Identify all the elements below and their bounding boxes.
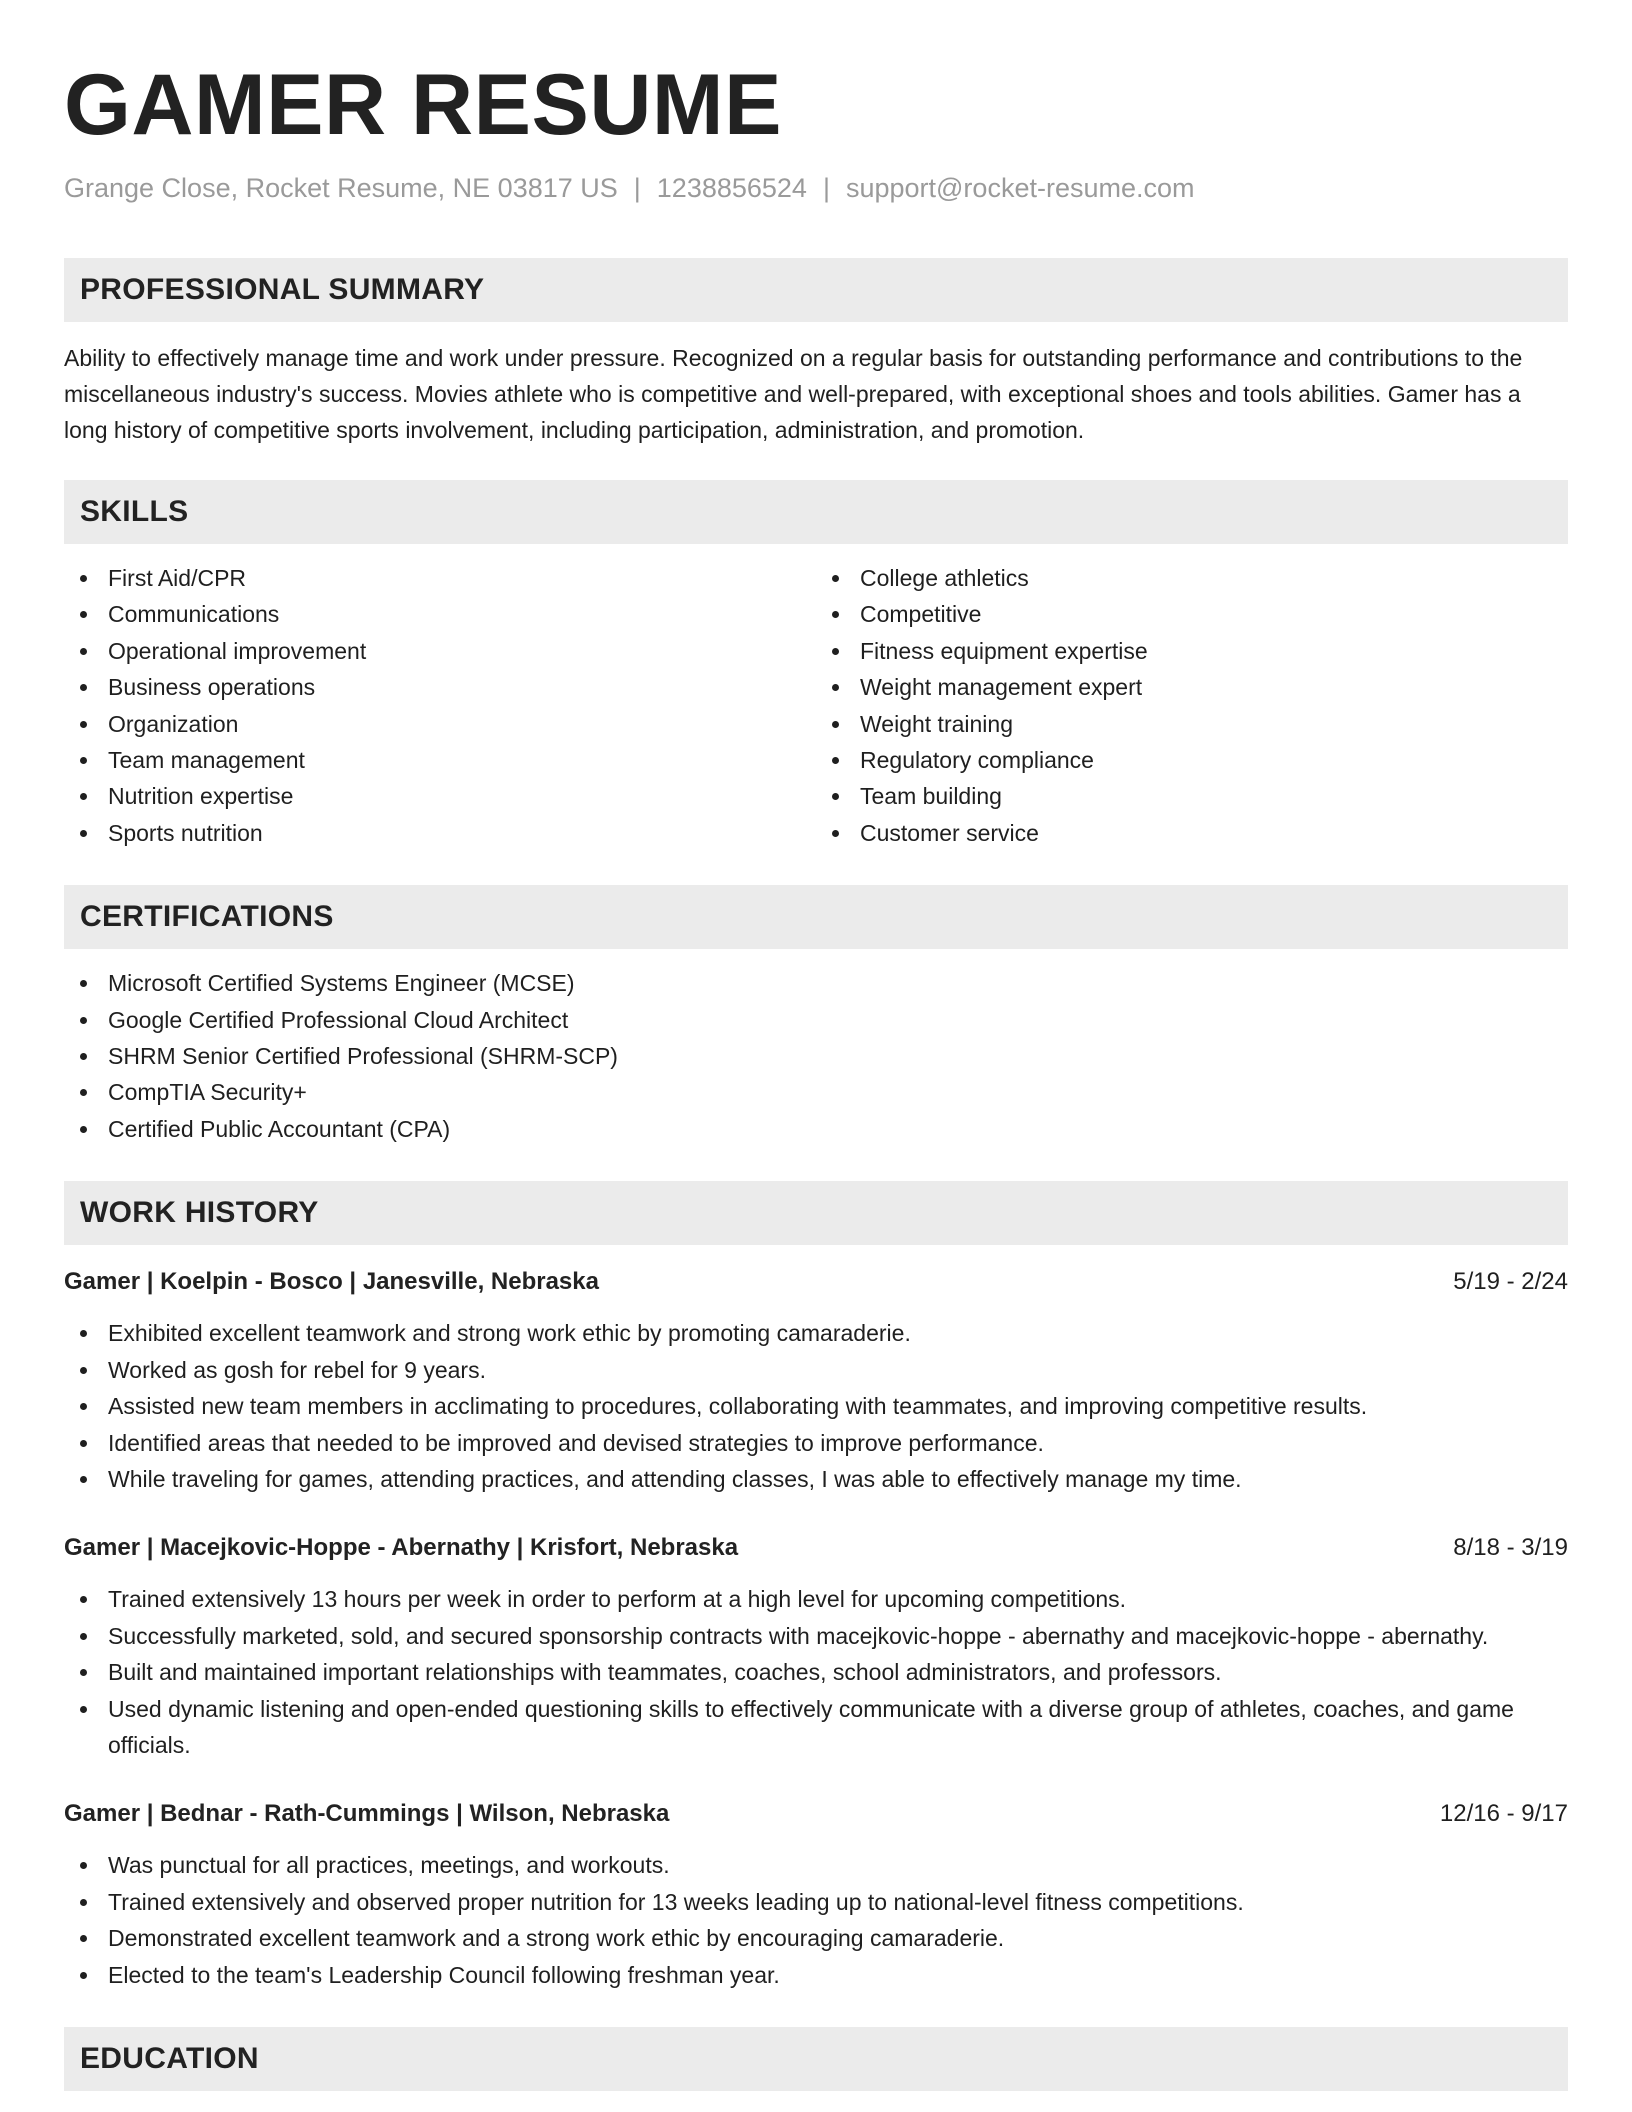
skill-item: Competitive <box>816 596 1568 632</box>
job-header <box>64 1531 1568 1565</box>
education-section <box>64 2027 1568 2091</box>
skill-item: Organization <box>64 706 816 742</box>
contact-separator: | <box>633 173 641 203</box>
skills-column-right <box>816 560 1568 851</box>
summary-text: Ability to effectively manage time and work under pressure. Recognized on a regular basis for outstanding performance and contributions to the miscellaneous industry's success. Movies athlete who is competitive and well-prepared, with exceptional shoes and tools abilities. Gamer has a long history of competitive sports involvement, including participation, administration, and promotion. <box>64 345 1523 443</box>
job-bullet: Trained extensively 13 hours per week in order to perform at a high level for upcoming competitions. <box>64 1581 1568 1617</box>
job-bullet: Demonstrated excellent teamwork and a strong work ethic by encouraging camaraderie. <box>64 1920 1568 1956</box>
job-entry <box>64 1797 1568 1993</box>
certification-item: Google Certified Professional Cloud Architect <box>64 1002 1568 1038</box>
resume-title: GAMER RESUME <box>64 57 782 153</box>
skill-item: Fitness equipment expertise <box>816 633 1568 669</box>
job-bullet: While traveling for games, attending practices, and attending classes, I was able to effectively manage my time. <box>64 1461 1568 1497</box>
job-dates: 8/18 - 3/19 <box>1453 1534 1568 1562</box>
job-dates: 12/16 - 9/17 <box>1439 1800 1568 1828</box>
job-entry <box>64 1265 1568 1497</box>
contact-address: Grange Close, Rocket Resume, NE 03817 US <box>64 173 618 203</box>
skill-item: Weight training <box>816 706 1568 742</box>
job-entry <box>64 1531 1568 1763</box>
skills-columns <box>64 560 1568 851</box>
certification-item: CompTIA Security+ <box>64 1074 1568 1110</box>
work-history-section <box>64 1181 1568 1993</box>
summary-section <box>64 258 1568 448</box>
skill-item: Operational improvement <box>64 633 816 669</box>
job-title: Gamer | Macejkovic-Hoppe - Abernathy | Krisfort, Nebraska <box>64 1534 739 1562</box>
job-bullet: Built and maintained important relationships with teammates, coaches, school administrators, and professors. <box>64 1654 1568 1690</box>
job-title: Gamer | Koelpin - Bosco | Janesville, Nebraska <box>64 1268 599 1296</box>
skill-item: College athletics <box>816 560 1568 596</box>
certifications-heading: CERTIFICATIONS <box>80 900 334 934</box>
skill-item: Weight management expert <box>816 669 1568 705</box>
skill-item: Sports nutrition <box>64 815 816 851</box>
job-title: Gamer | Bednar - Rath-Cummings | Wilson, Nebraska <box>64 1800 670 1828</box>
job-bullets <box>64 1315 1568 1497</box>
skill-item: Nutrition expertise <box>64 778 816 814</box>
job-bullet: Elected to the team's Leadership Council following freshman year. <box>64 1957 1568 1993</box>
job-bullets <box>64 1581 1568 1763</box>
skill-item: Regulatory compliance <box>816 742 1568 778</box>
skills-section <box>64 480 1568 851</box>
work-history-header <box>64 1181 1568 1245</box>
job-bullet: Successfully marketed, sold, and secured sponsorship contracts with macejkovic-hoppe - abernathy and macejkovic-hoppe - abernathy. <box>64 1618 1568 1654</box>
summary-heading: PROFESSIONAL SUMMARY <box>80 273 485 306</box>
education-header <box>64 2027 1568 2091</box>
job-header <box>64 1797 1568 1831</box>
skill-item: First Aid/CPR <box>64 560 816 596</box>
job-header <box>64 1265 1568 1299</box>
education-heading: EDUCATION <box>80 2041 259 2075</box>
skills-header <box>64 480 1568 544</box>
job-bullet: Used dynamic listening and open-ended questioning skills to effectively communicate with a diverse group of athletes, coaches, and game officials. <box>64 1691 1568 1764</box>
job-bullets <box>64 1847 1568 1993</box>
job-bullet: Identified areas that needed to be improved and devised strategies to improve performance. <box>64 1425 1568 1461</box>
certifications-list <box>64 965 1568 1147</box>
certifications-header <box>64 885 1568 949</box>
job-bullet: Trained extensively and observed proper nutrition for 13 weeks leading up to national-level fitness competitions. <box>64 1884 1568 1920</box>
work-history-heading: WORK HISTORY <box>80 1196 319 1230</box>
certification-item: Microsoft Certified Systems Engineer (MCSE) <box>64 965 1568 1001</box>
skill-item: Team management <box>64 742 816 778</box>
skill-item: Customer service <box>816 815 1568 851</box>
contact-phone: 1238856524 <box>656 173 807 203</box>
skills-list-right <box>816 560 1568 851</box>
certification-item: Certified Public Accountant (CPA) <box>64 1111 1568 1147</box>
job-bullet: Worked as gosh for rebel for 9 years. <box>64 1352 1568 1388</box>
contact-email: support@rocket-resume.com <box>845 173 1195 203</box>
job-bullet: Assisted new team members in acclimating to procedures, collaborating with teammates, and improving competitive results. <box>64 1388 1568 1424</box>
job-bullet: Was punctual for all practices, meetings, and workouts. <box>64 1847 1568 1883</box>
skills-list-left <box>64 560 816 851</box>
skill-item: Communications <box>64 596 816 632</box>
skill-item: Team building <box>816 778 1568 814</box>
skills-heading: SKILLS <box>80 495 189 528</box>
summary-header <box>64 258 1568 322</box>
certification-item: SHRM Senior Certified Professional (SHRM-SCP) <box>64 1038 1568 1074</box>
job-bullet: Exhibited excellent teamwork and strong work ethic by promoting camaraderie. <box>64 1315 1568 1351</box>
certifications-section <box>64 885 1568 1147</box>
skill-item: Business operations <box>64 669 816 705</box>
job-dates: 5/19 - 2/24 <box>1453 1268 1568 1296</box>
contact-line <box>64 170 1568 206</box>
skills-column-left <box>64 560 816 851</box>
contact-separator: | <box>822 173 830 203</box>
